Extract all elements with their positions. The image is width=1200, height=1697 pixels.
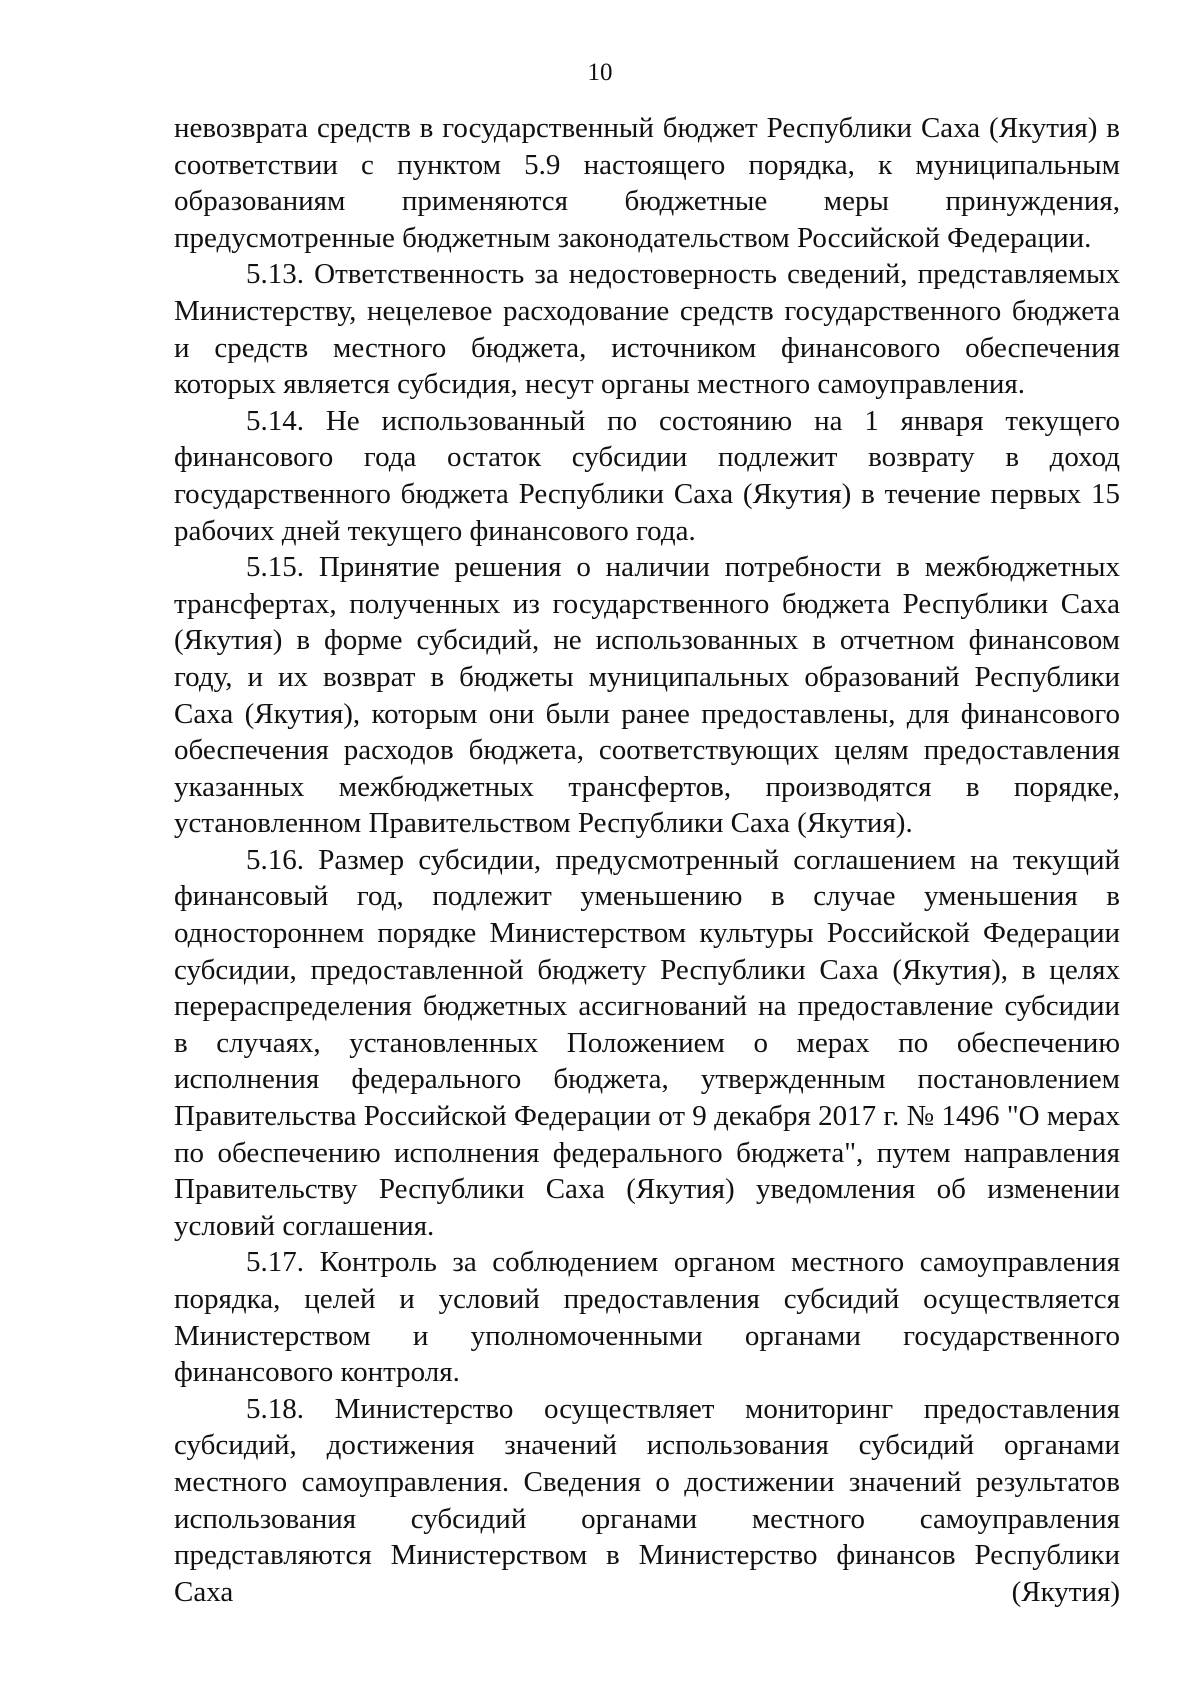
paragraph-5-15: 5.15. Принятие решения о наличии потребности в межбюджетных трансфертах, полученных из государственного бюджета Республики Саха (Якутия) в форме субсидий, не использованных в отчетном финансовом году, и их возврат в бюджеты муниципальных образований Республики Саха (Якутия), которым они были ранее предоставлены, для финансового обеспечения расходов бюджета, соответствующих целям предоставления указанных межбюджетных трансфертов, производятся в порядке, установленном Правительством Республики Саха (Якутия). bbox=[174, 551, 1120, 840]
paragraph-5-14: 5.14. Не использованный по состоянию на 1 января текущего финансового года остаток субсидии подлежит возврату в доход государственного бюджета Республики Саха (Якутия) в течение первых 15 рабочих дней текущего финансового года. bbox=[174, 404, 1120, 547]
paragraph-5-17: 5.17. Контроль за соблюдением органом местного самоуправления порядка, целей и условий предоставления субсидий осуществляется Министерством и уполномоченными органами государственного финансового контроля. bbox=[174, 1246, 1120, 1389]
page-number: 10 bbox=[587, 59, 613, 86]
paragraph-5-16: 5.16. Размер субсидии, предусмотренный соглашением на текущий финансовый год, подлежит уменьшению в случае уменьшения в одностороннем порядке Министерством культуры Российской Федерации субсидии, предоставленной бюджету Республики Саха (Якутия), в целях перераспределения бюджетных ассигнований на предоставление субсидии в случаях, установленных Положением о мерах по обеспечению исполнения федерального бюджета, утвержденным постановлением Правительства Российской Федерации от 9 декабря 2017 г. № 1496 "О мерах по обеспечению исполнения федерального бюджета", путем направления Правительству Республики Саха (Якутия) уведомления об изменении условий соглашения. bbox=[174, 843, 1120, 1242]
document-body bbox=[174, 110, 1120, 1610]
paragraph-continuation: невозврата средств в государственный бюджет Республики Саха (Якутия) в соответствии с пунктом 5.9 настоящего порядка, к муниципальным образованиям применяются бюджетные меры принуждения, предусмотренные бюджетным законодательством Российской Федерации. bbox=[174, 112, 1120, 254]
paragraph-5-13: 5.13. Ответственность за недостоверность сведений, представляемых Министерству, нецелевое расходование средств государственного бюджета и средств местного бюджета, источником финансового обеспечения которых является субсидия, несут органы местного самоуправления. bbox=[174, 258, 1120, 401]
paragraph-5-18: 5.18. Министерство осуществляет мониторинг предоставления субсидий, достижения значений использования субсидий органами местного самоуправления. Сведения о достижении значений результатов использования субсидий органами местного самоуправления представляются Министерством в Министерство финансов Республики Саха (Якутия) bbox=[174, 1392, 1120, 1608]
